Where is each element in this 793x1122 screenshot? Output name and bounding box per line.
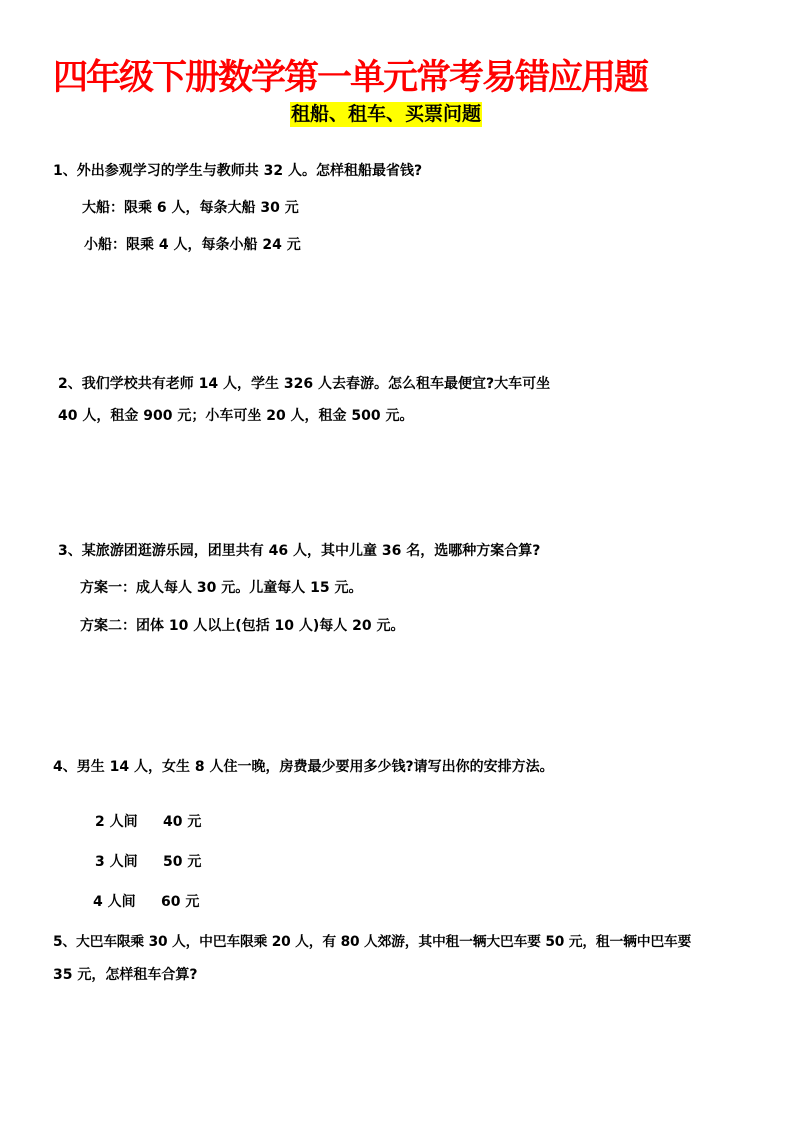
question-1: 1、外出参观学习的学生与教师共 32 人。怎样租船最省钱? — [53, 163, 423, 179]
question-4: 4、男生 14 人，女生 8 人住一晚，房费最少要用多少钱?请写出你的安排方法。 — [53, 759, 554, 775]
question-5-line-2: 35 元，怎样租车合算? — [53, 967, 198, 983]
room-type-4: 4 人间 — [93, 894, 136, 910]
room-type-3: 3 人间 — [95, 854, 138, 870]
question-2-line-1: 2、我们学校共有老师 14 人，学生 326 人去春游。怎么租车最便宜?大车可坐 — [58, 376, 551, 392]
room-price-2: 40 元 — [163, 814, 202, 830]
question-5-line-1: 5、大巴车限乘 30 人，中巴车限乘 20 人，有 80 人郊游，其中租一辆大巴车要 50 元，租一辆中巴车要 — [53, 934, 692, 950]
question-3: 3、某旅游团逛游乐园，团里共有 46 人，其中儿童 36 名，选哪种方案合算? — [58, 543, 541, 559]
question-3-plan-2: 方案二：团体 10 人以上(包括 10 人)每人 20 元。 — [80, 618, 405, 634]
room-price-4: 60 元 — [161, 894, 200, 910]
page-title: 四年级下册数学第一单元常考易错应用题 — [53, 58, 648, 98]
question-1-small-boat: 小船：限乘 4 人，每条小船 24 元 — [84, 237, 301, 253]
room-type-2: 2 人间 — [95, 814, 138, 830]
page-subtitle: 租船、租车、买票问题 — [291, 103, 482, 125]
room-price-3: 50 元 — [163, 854, 202, 870]
question-3-plan-1: 方案一：成人每人 30 元。儿童每人 15 元。 — [80, 580, 363, 596]
question-1-large-boat: 大船：限乘 6 人，每条大船 30 元 — [82, 200, 299, 216]
question-2-line-2: 40 人，租金 900 元；小车可坐 20 人，租金 500 元。 — [58, 408, 414, 424]
